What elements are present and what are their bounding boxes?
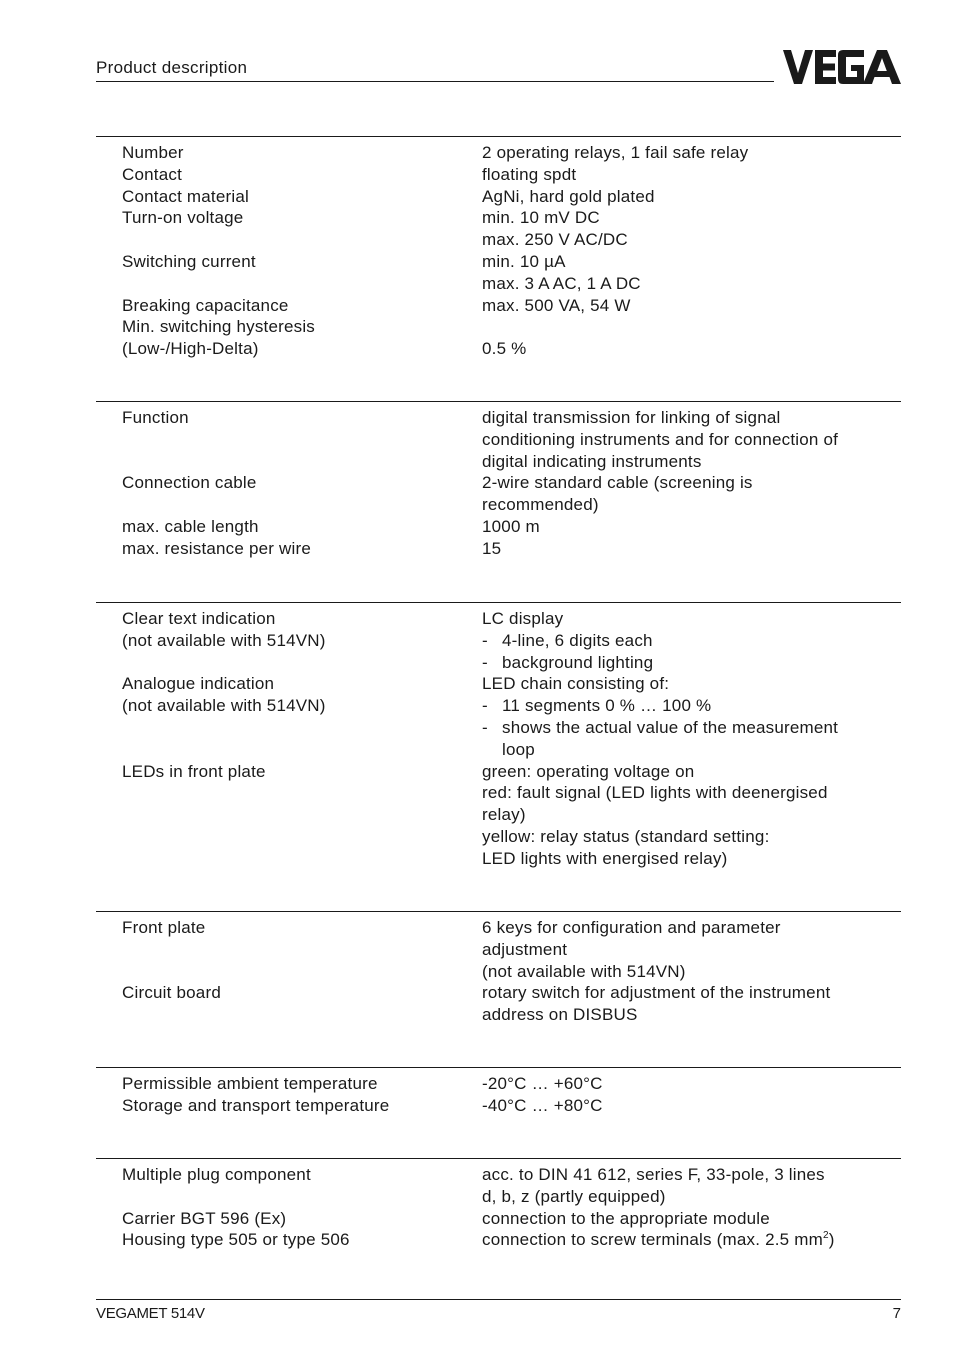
spec-label: max. resistance per wire bbox=[122, 538, 312, 558]
spec-value-bullet: - 11 segments 0 % … 100 % bbox=[482, 695, 901, 717]
spec-label: Breaking capacitance bbox=[122, 295, 289, 315]
section-ambient-conditions bbox=[96, 1067, 901, 1115]
spec-value: 0.5 % bbox=[482, 339, 527, 359]
spec-row bbox=[122, 142, 901, 164]
spec-row bbox=[122, 207, 901, 229]
spec-label: Turn-on voltage bbox=[122, 208, 244, 228]
spec-value: yellow: relay status (standard setting: bbox=[482, 826, 770, 846]
spec-value: -40°C … +80°C bbox=[482, 1095, 603, 1115]
spec-row bbox=[122, 782, 901, 804]
spec-label bbox=[122, 939, 482, 961]
spec-label: Analogue indication bbox=[122, 674, 275, 694]
spec-value: relay) bbox=[482, 805, 526, 825]
spec-value-bullet: - 4-line, 6 digits each bbox=[482, 630, 901, 652]
spec-label bbox=[122, 229, 482, 251]
section-disbus bbox=[96, 401, 901, 558]
footer-divider bbox=[96, 1299, 901, 1300]
spec-row bbox=[122, 630, 901, 652]
spec-value: d, b, z (partly equipped) bbox=[482, 1186, 666, 1206]
spec-value: green: operating voltage on bbox=[482, 761, 695, 781]
spec-label bbox=[122, 1186, 482, 1208]
spec-label: Contact material bbox=[122, 186, 249, 206]
spec-row bbox=[122, 251, 901, 273]
spec-row bbox=[122, 295, 901, 317]
spec-value: loop bbox=[502, 739, 535, 759]
spec-row bbox=[122, 494, 901, 516]
spec-row bbox=[122, 1164, 901, 1186]
spec-value: max. 250 V AC/DC bbox=[482, 230, 628, 250]
spec-label bbox=[122, 826, 482, 848]
spec-value-bullet: - shows the actual value of the measurement bbox=[482, 717, 901, 739]
spec-value-container bbox=[482, 1229, 901, 1251]
spec-row bbox=[122, 739, 901, 761]
spec-label: Carrier BGT 596 (Ex) bbox=[122, 1208, 287, 1228]
spec-value: 1000 m bbox=[482, 516, 540, 536]
spec-label bbox=[122, 782, 482, 804]
spec-value: recommended) bbox=[482, 495, 599, 515]
spec-value: -20°C … +60°C bbox=[482, 1074, 603, 1093]
spec-value: digital indicating instruments bbox=[482, 451, 702, 471]
spec-row bbox=[122, 761, 901, 783]
spec-label bbox=[122, 804, 482, 826]
spec-row bbox=[122, 826, 901, 848]
section-indication bbox=[96, 602, 901, 868]
spec-value: red: fault signal (LED lights with deenergised bbox=[482, 783, 828, 803]
spec-row bbox=[122, 229, 901, 251]
spec-value: 2 operating relays, 1 fail safe relay bbox=[482, 143, 749, 162]
spec-value: conditioning instruments and for connection of bbox=[482, 429, 839, 449]
spec-row bbox=[122, 186, 901, 208]
header-divider bbox=[96, 81, 774, 82]
spec-row bbox=[122, 472, 901, 494]
spec-value: digital transmission for linking of signal bbox=[482, 408, 781, 427]
spec-label: Connection cable bbox=[122, 473, 257, 493]
spec-label bbox=[122, 494, 482, 516]
spec-row bbox=[122, 429, 901, 451]
spec-row bbox=[122, 961, 901, 983]
spec-row bbox=[122, 804, 901, 826]
spec-label: Clear text indication bbox=[122, 609, 276, 628]
spec-label bbox=[122, 739, 482, 761]
spec-label: Number bbox=[122, 143, 184, 162]
page-section-title: Product description bbox=[96, 58, 248, 77]
spec-value: connection to screw terminals (max. 2.5 mm bbox=[482, 1230, 823, 1250]
spec-value bbox=[482, 316, 901, 338]
spec-value: 6 keys for configuration and parameter bbox=[482, 918, 781, 937]
spec-label bbox=[122, 961, 482, 983]
spec-value: 15 bbox=[482, 538, 502, 558]
spec-label: Multiple plug component bbox=[122, 1165, 311, 1184]
section-relay-outputs bbox=[96, 136, 901, 359]
spec-row bbox=[122, 1004, 901, 1026]
spec-label bbox=[122, 717, 482, 739]
spec-row bbox=[122, 717, 901, 739]
superscript: 2 bbox=[822, 1230, 829, 1242]
spec-row bbox=[122, 917, 901, 939]
spec-row bbox=[122, 848, 901, 870]
spec-row bbox=[122, 407, 901, 429]
spec-value: LED chain consisting of: bbox=[482, 674, 670, 694]
spec-row bbox=[122, 695, 901, 717]
spec-value: floating spdt bbox=[482, 164, 577, 184]
spec-value: 2-wire standard cable (screening is bbox=[482, 473, 753, 493]
spec-value: AgNi, hard gold plated bbox=[482, 186, 655, 206]
spec-label: (not available with 514VN) bbox=[122, 696, 326, 716]
spec-value: min. 10 mV DC bbox=[482, 208, 600, 228]
spec-row bbox=[122, 164, 901, 186]
spec-row bbox=[122, 1095, 901, 1117]
spec-label bbox=[122, 652, 482, 674]
spec-row bbox=[122, 516, 901, 538]
spec-value: max. 500 VA, 54 W bbox=[482, 295, 631, 315]
spec-row bbox=[122, 1186, 901, 1208]
closing-paren: ) bbox=[828, 1230, 835, 1250]
spec-value: min. 10 µA bbox=[482, 251, 566, 271]
spec-row bbox=[122, 538, 901, 560]
spec-row bbox=[122, 939, 901, 961]
spec-row bbox=[122, 451, 901, 473]
spec-label bbox=[122, 848, 482, 870]
spec-label: Circuit board bbox=[122, 983, 221, 1003]
spec-row bbox=[122, 273, 901, 295]
spec-label: (Low-/High-Delta) bbox=[122, 339, 259, 359]
spec-label bbox=[122, 273, 482, 295]
spec-row bbox=[122, 1208, 901, 1230]
spec-value: connection to the appropriate module bbox=[482, 1208, 770, 1228]
spec-row bbox=[122, 652, 901, 674]
spec-label: Front plate bbox=[122, 918, 206, 937]
spec-value: acc. to DIN 41 612, series F, 33-pole, 3 lines bbox=[482, 1165, 825, 1184]
spec-value: address on DISBUS bbox=[482, 1005, 638, 1025]
spec-label: max. cable length bbox=[122, 516, 259, 536]
spec-label: (not available with 514VN) bbox=[122, 630, 326, 650]
spec-label bbox=[122, 429, 482, 451]
spec-value: adjustment bbox=[482, 939, 568, 959]
page-number: 7 bbox=[892, 1305, 901, 1322]
spec-row bbox=[122, 316, 901, 338]
footer-product-name: VEGAMET 514V bbox=[96, 1305, 205, 1322]
spec-value: max. 3 A AC, 1 A DC bbox=[482, 273, 641, 293]
spec-label: Housing type 505 or type 506 bbox=[122, 1230, 350, 1250]
spec-row bbox=[122, 673, 901, 695]
spec-value: rotary switch for adjustment of the instrument bbox=[482, 983, 831, 1003]
section-electrical-connection bbox=[96, 1158, 901, 1250]
spec-label: Contact bbox=[122, 164, 182, 184]
spec-value: (not available with 514VN) bbox=[482, 961, 686, 981]
spec-label bbox=[122, 451, 482, 473]
spec-value: LC display bbox=[482, 609, 564, 628]
vega-logo bbox=[783, 50, 901, 84]
spec-row bbox=[122, 1229, 901, 1251]
spec-row bbox=[122, 338, 901, 360]
spec-label: Switching current bbox=[122, 251, 256, 271]
spec-label bbox=[122, 1004, 482, 1026]
section-adjustment bbox=[96, 911, 901, 1025]
spec-row bbox=[122, 1073, 901, 1095]
spec-value: LED lights with energised relay) bbox=[482, 848, 728, 868]
spec-label: Min. switching hysteresis bbox=[122, 317, 316, 337]
spec-value-bullet: - background lighting bbox=[482, 652, 901, 674]
spec-label: Permissible ambient temperature bbox=[122, 1074, 378, 1093]
spec-row bbox=[122, 608, 901, 630]
spec-label: Storage and transport temperature bbox=[122, 1095, 390, 1115]
spec-label: Function bbox=[122, 408, 189, 427]
spec-row bbox=[122, 982, 901, 1004]
spec-label: LEDs in front plate bbox=[122, 761, 266, 781]
